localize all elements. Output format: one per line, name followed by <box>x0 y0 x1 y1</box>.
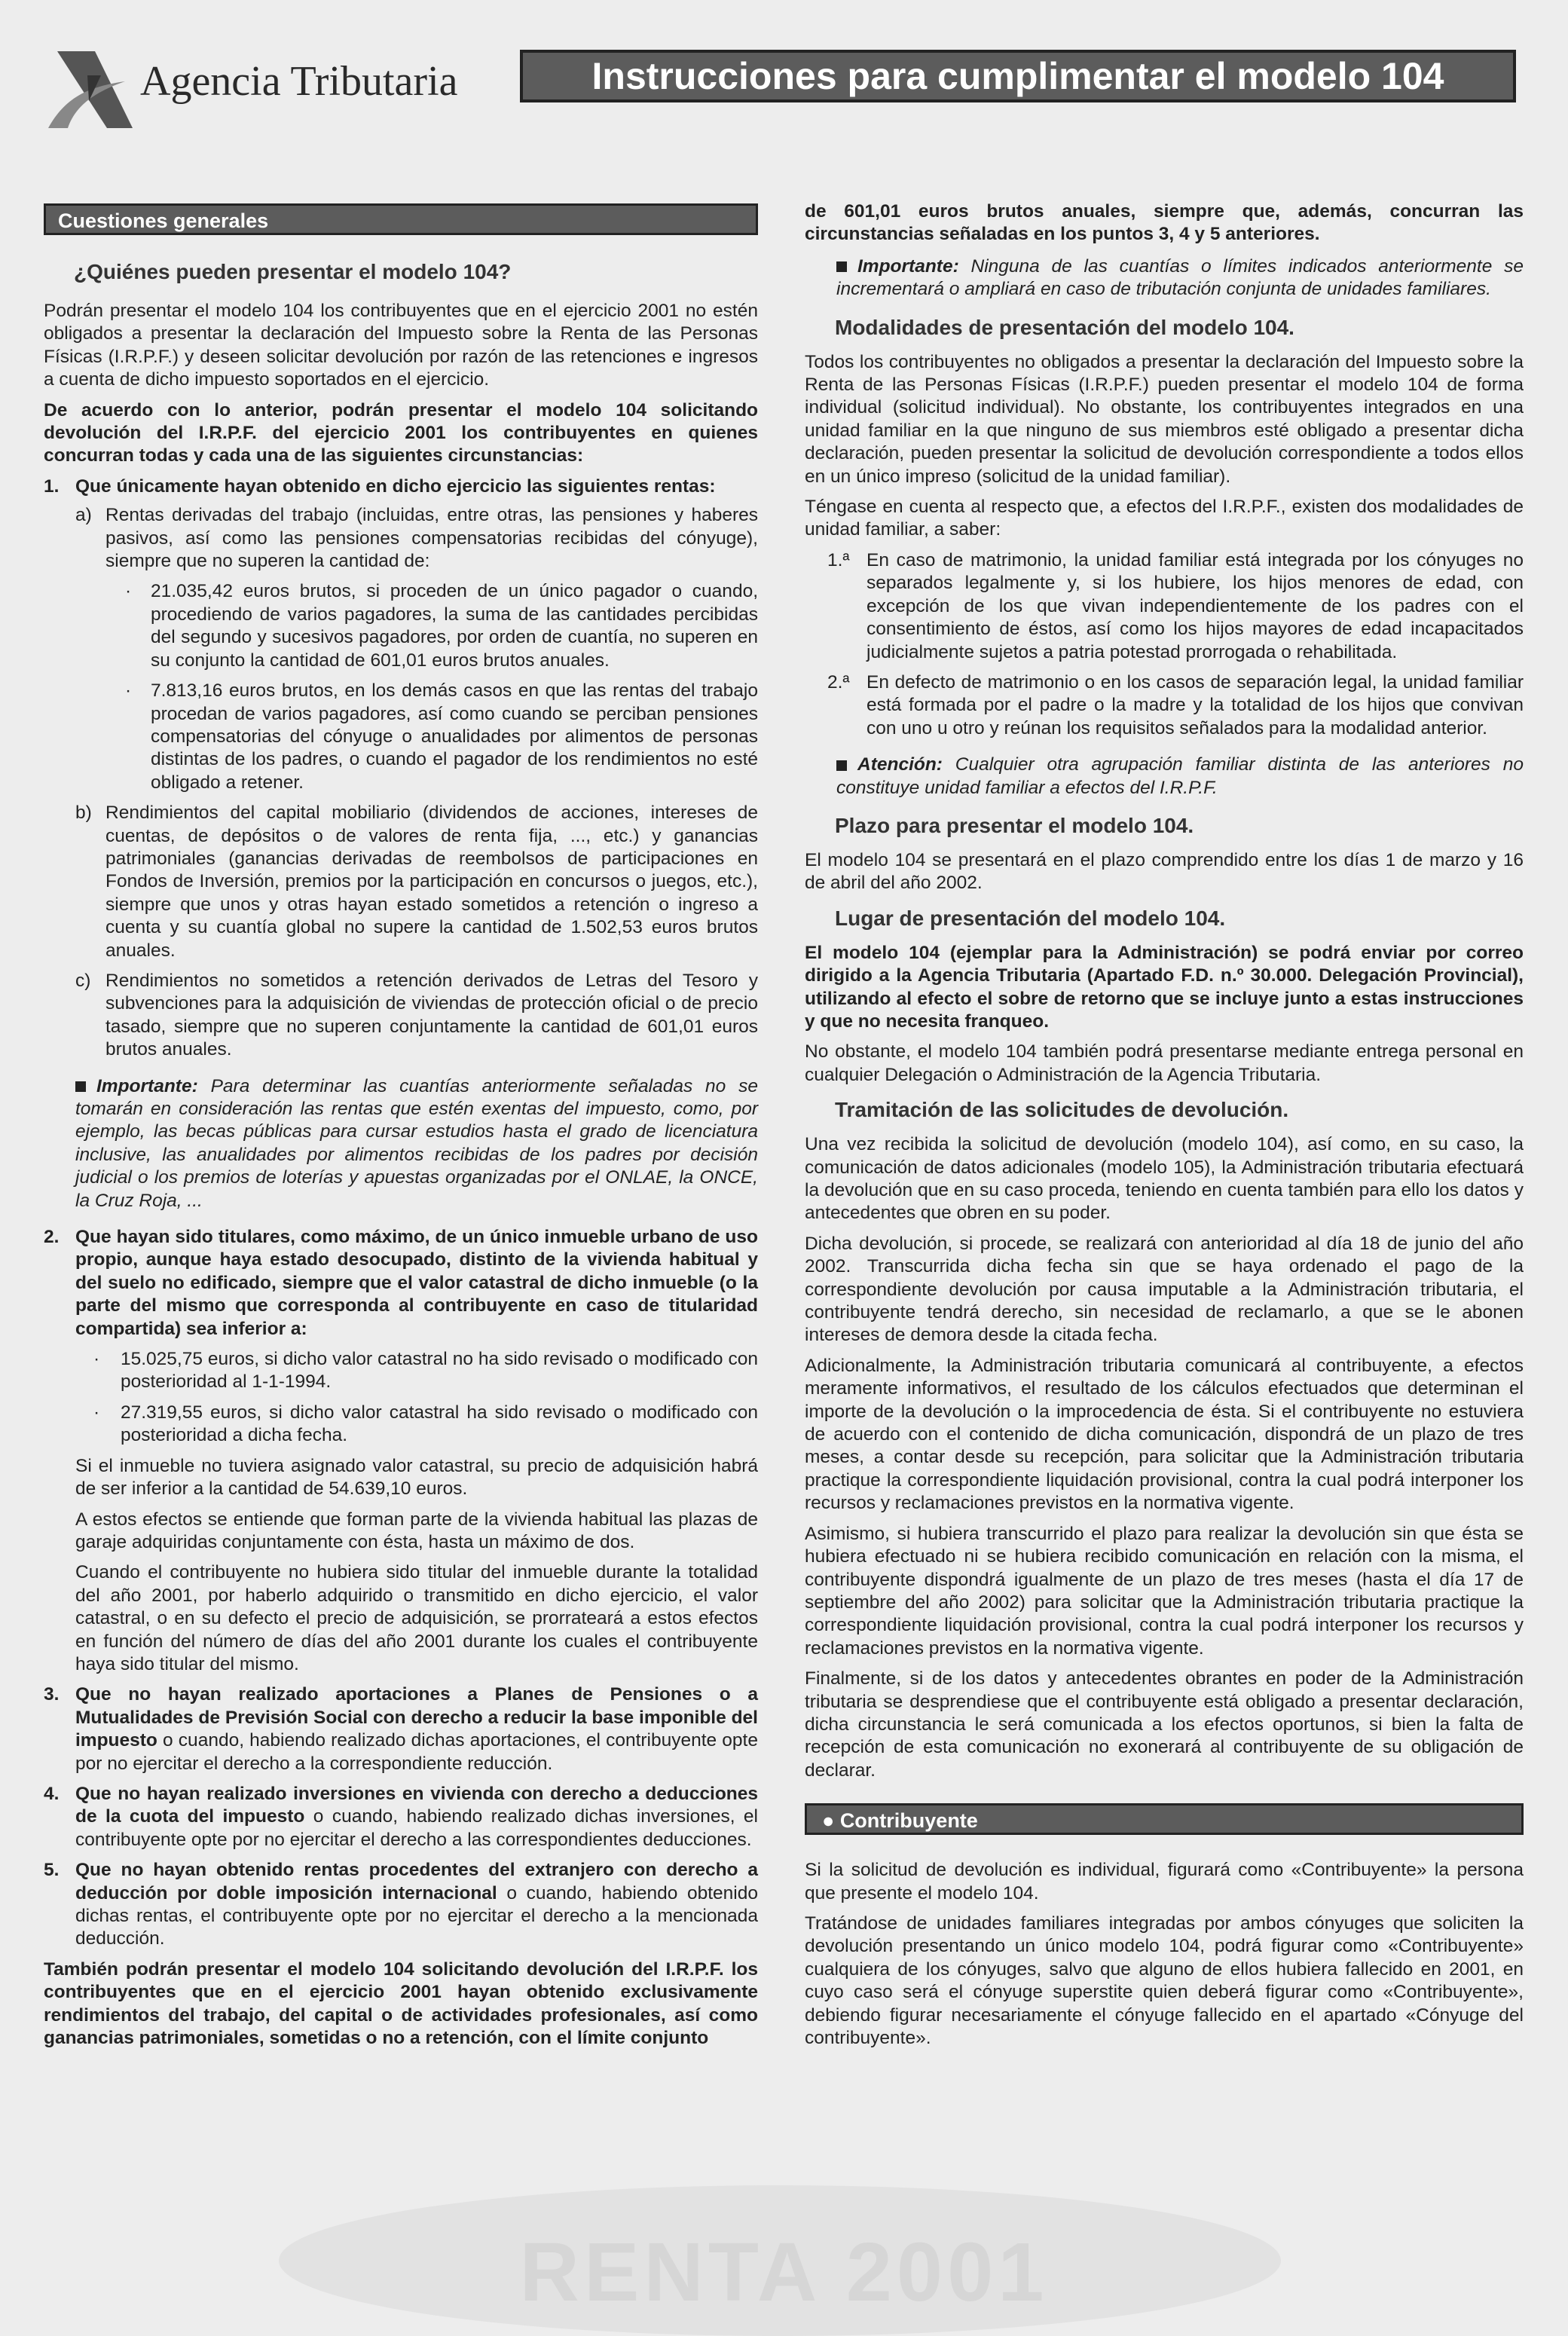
agency-logo <box>42 45 464 136</box>
square-bullet-icon <box>75 1081 86 1092</box>
condition-number: 4. <box>44 1783 60 1804</box>
tramitacion-paragraph-1: Una vez recibida la solicitud de devolución (modelo 104), así como, en su caso, la comunicación de datos adicionales (modelo 105), la Administración tributaria efectuará la devolución que en su caso proceda, teniendo en cuenta también para ello los datos y antecedentes que obren en su poder. <box>805 1134 1524 1224</box>
item-text: Rendimientos no sometidos a retención derivados de Letras del Tesoro y subvenciones para la adquisición de viviendas de protección oficial o de precio tasado, siempre que no superen conjuntamente la cantidad de 601,01 euros brutos anuales. <box>105 970 758 1060</box>
condition-4 <box>44 1783 758 1851</box>
agency-name: Agencia Tributaria <box>140 58 458 105</box>
closing-paragraph: También podrán presentar el modelo 104 solicitando devolución del I.R.P.F. los contribuyentes que en el ejercicio 2001 hayan obtenido exclusivamente rendimientos del trabajo, del capital o de actividades profesionales, así como ganancias patrimoniales, sometidas o no a retención, con el límite conjunto <box>44 1958 758 2049</box>
heading-modalidades: Modalidades de presentación del modelo 104. <box>835 315 1294 339</box>
tramitacion-paragraph-3: Adicionalmente, la Administración tributaria comunicará al contribuyente, a efectos meramente informativos, el resultado de los cálculos efectuados que determinan el importe de la devolución o la improcedencia de ésta. Si el contribuyente no estuviera de acuerdo con el contenido de dicha comunicación, dispondrá de un plazo de tres meses, a contar desde su recepción, para solicitar que la Administración tributaria practique la correspondiente liquidación provisional, contra la cual podrá interponer los recursos y reclamaciones previstos en la normativa vigente. <box>805 1355 1524 1514</box>
lugar-bold-paragraph: El modelo 104 (ejemplar para la Administración) se podrá enviar por correo dirigido a la Agencia Tributaria (Apartado F.D. n.º 30.000. Delegación Provincial), utilizando al efecto el sobre de retorno que se incluye junto a estas instrucciones y que no necesita franqueo. <box>805 942 1524 1032</box>
condition-text: o cuando, habiendo realizado dichas aportaciones, el contribuyente opte por no ejercitar el derecho a la correspondiente reducción. <box>75 1730 758 1774</box>
condition-text: Que hayan sido titulares, como máximo, de un único inmueble urbano de uso propio, aunque haya estado desocupado, distinto de la vivienda habitual y del suelo no edificado, siempre que el valor catastral de dicho inmueble (o la parte del mismo que corresponda al contribuyente en caso de titularidad compartida) sea inferior a: <box>75 1227 758 1339</box>
important-note <box>75 1075 758 1212</box>
heading-tramitacion: Tramitación de las solicitudes de devolución. <box>835 1098 1289 1122</box>
condition-1b <box>44 802 758 962</box>
conditions-intro: De acuerdo con lo anterior, podrán presentar el modelo 104 solicitando devolución del I.R.P.F. del ejercicio 2001 los contribuyentes en quienes concurran todas y cada una de las siguientes circunstancias: <box>44 399 758 466</box>
item-text: Rentas derivadas del trabajo (incluidas, entre otras, las pensiones y haberes pasivos, así como las pensiones compensatorias recibidas del cónyuge), siempre que no superen la cantidad de: <box>105 505 758 572</box>
lugar-paragraph: No obstante, el modelo 104 también podrá presentarse mediante entrega personal en cualquier Delegación o Administración de la Agencia Tributaria. <box>805 1041 1524 1085</box>
dash-text: 21.035,42 euros brutos, si proceden de un único pagador o cuando, procediendo de varios pagadores, la suma de las cantidades percibidas del segundo y sucesivos pagadores, por orden de cuantía, no superen en su conjunto la cantidad de 601,01 euros brutos anuales. <box>151 581 758 671</box>
ordinal-marker: 1.ª <box>827 549 850 570</box>
condition-2-dash-1 <box>44 1348 758 1394</box>
condition-bold-text: Que no hayan realizado inversiones en vivienda con derecho a deducciones de la cuota del impuesto <box>75 1783 758 1827</box>
document-title: Instrucciones para cumplimentar el modelo 104 <box>520 50 1516 102</box>
condition-1a-dash-1 <box>44 580 758 672</box>
condition-bold-text: Que no hayan obtenido rentas procedentes del extranjero con derecho a deducción por doble imposición internacional <box>75 1860 758 1903</box>
heading-lugar: Lugar de presentación del modelo 104. <box>835 906 1226 930</box>
item-text: Rendimientos del capital mobiliario (dividendos de acciones, intereses de cuentas, de depósitos o de valores de renta fija, ..., etc.) y ganancias patrimoniales (ganancias derivadas de reembolsos de participaciones en Fondos de Inversión, premios por la participación en concursos o juegos, etc.), siempre que unos y otras hayan estado sometidos a retención o ingreso a cuenta y su cuantía global no supere la cantidad de 1.502,53 euros brutos anuales. <box>105 803 758 961</box>
condition-number: 2. <box>44 1227 60 1248</box>
item-letter: b) <box>75 803 92 824</box>
square-bullet-icon <box>836 760 847 771</box>
continued-paragraph: de 601,01 euros brutos anuales, siempre que, además, concurran las circunstancias señaladas en los puntos 3, 4 y 5 anteriores. <box>805 201 1524 245</box>
tramitacion-paragraph-5: Finalmente, si de los datos y antecedentes obrantes en poder de la Administración tributaria se desprendiese que el contribuyente está obligado a presentar declaración, dicha circunstancia le será comunicada a los efectos oportunos, si bien la falta de recepción de esta comunicación no exonerará al contribuyente de su obligación de declarar. <box>805 1668 1524 1781</box>
left-column <box>44 203 758 2057</box>
section-title-general: Cuestiones generales <box>44 203 758 235</box>
condition-text: o cuando, habiendo realizado dichas inversiones, el contribuyente opte por no ejercitar el derecho a las correspondientes deducciones. <box>75 1806 759 1850</box>
ordinal-marker: 2.ª <box>827 671 850 693</box>
condition-2 <box>44 1226 758 1341</box>
condition-5 <box>44 1859 758 1951</box>
agency-logo-icon <box>42 45 140 136</box>
question-heading: ¿Quiénes pueden presentar el modelo 104? <box>74 260 512 283</box>
condition-3 <box>44 1683 758 1775</box>
watermark-text: RENTA 2001 <box>519 2226 1049 2319</box>
modality-text: En defecto de matrimonio o en los casos de separación legal, la unidad familiar está formada por el padre o la madre y la totalidad de los hijos que convivan con uno u otro y reúnan los requisitos señalados para la modalidad anterior. <box>867 671 1524 738</box>
contribuyente-paragraph-2: Tratándose de unidades familiares integradas por ambos cónyuges que soliciten la devolución presentando un único modelo 104, podrá figurar como «Contribuyente» cualquiera de los cónyuges, salvo que alguno de ellos hubiera fallecido en 2001, en cuyo caso será el cónyuge superstite quien deberá figurar como «Contribuyente», debiendo figurar necesariamente el cónyuge fallecido en el apartado «Cónyuge del contribuyente». <box>805 1913 1524 2048</box>
note-text: Ninguna de las cuantías o límites indicados anteriormente se incrementará o ampliará en caso de tributación conjunta de unidades familiares. <box>836 255 1524 300</box>
dash-text: 15.025,75 euros, si dicho valor catastral no ha sido revisado o modificado con posterioridad al 1-1-1994. <box>121 1349 758 1393</box>
modality-2 <box>805 671 1524 740</box>
condition-2-dash-2 <box>44 1402 758 1448</box>
item-letter: a) <box>75 505 92 526</box>
tramitacion-paragraph-4: Asimismo, si hubiera transcurrido el plazo para realizar la devolución sin que ésta se hubiera efectuado ni se hubiera recibido comunicación en relación con la misma, el contribuyente dispondrá igualmente de un plazo de tres meses (hasta el día 17 de septiembre del año 2002) para solicitar que la Administración tributaria practique la correspondiente liquidación provisional, contra la cual podrá interponer los recursos y reclamaciones previstos en la normativa vigente. <box>805 1523 1524 1659</box>
dash-marker: · <box>93 1402 100 1423</box>
plazo-paragraph: El modelo 104 se presentará en el plazo comprendido entre los días 1 de marzo y 16 de abril del año 2002. <box>805 849 1524 894</box>
attention-note <box>836 754 1524 800</box>
section-title-text: Contribuyente <box>839 1809 978 1833</box>
condition-2-paragraph-1: Si el inmueble no tuviera asignado valor catastral, su precio de adquisición habrá de ser inferior a la cantidad de 54.639,10 euros. <box>75 1455 758 1500</box>
contribuyente-paragraph-1: Si la solicitud de devolución es individual, figurará como «Contribuyente» la persona que presente el modelo 104. <box>805 1860 1524 1903</box>
intro-paragraph: Podrán presentar el modelo 104 los contribuyentes que en el ejercicio 2001 no estén obligados a presentar la declaración del Impuesto sobre la Renta de las Personas Físicas (I.R.P.F.) y deseen solicitar devolución por razón de las retenciones e ingresos a cuenta de dicho impuesto soportados en el ejercicio. <box>44 301 758 390</box>
dash-text: 27.319,55 euros, si dicho valor catastral ha sido revisado o modificado con posterioridad a dicha fecha. <box>121 1402 758 1446</box>
modalidades-paragraph-2: Téngase en cuenta al respecto que, a efectos del I.R.P.F., existen dos modalidades de unidad familiar, a saber: <box>805 497 1524 540</box>
item-letter: c) <box>75 970 91 991</box>
condition-1c <box>44 970 758 1062</box>
condition-2-paragraph-3: Cuando el contribuyente no hubiera sido titular del inmueble durante la totalidad del año 2001, por haberlo adquirido o transmitido en dicho ejercicio, el valor catastral, o en su defecto el precio de adquisición, se prorrateará a estos efectos en función del número de días del año 2001 durante los cuales el contribuyente haya sido titular del mismo. <box>75 1562 758 1674</box>
condition-2-paragraph-2: A estos efectos se entiende que forman parte de la vivienda habitual las plazas de garaje adquiridas conjuntamente con ésta, hasta un máximo de dos. <box>75 1509 758 1552</box>
bullet-icon: ● <box>822 1809 840 1833</box>
right-column <box>805 200 1524 2057</box>
tramitacion-paragraph-2: Dicha devolución, si procede, se realizará con anterioridad al día 18 de junio del año 2002. Transcurrida dicha fecha sin que se haya ordenado el pago de la correspondiente devolución por causa imputable a la Administración tributaria, el contribuyente tendrá derecho, sin necesidad de reclamarlo, a que se le abonen intereses de demora desde la citada fecha. <box>805 1233 1524 1346</box>
dash-text: 7.813,16 euros brutos, en los demás casos en que las rentas del trabajo procedan de varios pagadores, así como cuando se perciban pensiones compensatorias del cónyuge o anualidades por alimentos de personas distintas de los padres, o cuando el pagador de los rendimientos no esté obligado a retener. <box>151 680 758 793</box>
condition-bold-text: Que no hayan realizado aportaciones a Planes de Pensiones o a Mutualidades de Previsión Social con derecho a reducir la base imponible del impuesto <box>75 1684 758 1751</box>
condition-text: Que únicamente hayan obtenido en dicho ejercicio las siguientes rentas: <box>75 475 716 497</box>
condition-1a <box>44 504 758 573</box>
note-label: Importante: <box>857 255 959 277</box>
condition-number: 3. <box>44 1684 60 1705</box>
condition-1 <box>44 475 758 498</box>
modalidades-paragraph-1: Todos los contribuyentes no obligados a presentar la declaración del Impuesto sobre la Renta de las Personas Físicas (I.R.P.F.) pueden presentar el modelo 104 de forma individual (solicitud individual). No obstante, los contribuyentes integrados en una unidad familiar en la que ninguno de sus miembros esté obligado a presentar dicha declaración, pueden presentar la solicitud de devolución correspondiente a todos ellos en un único impreso (solicitud de la unidad familiar). <box>805 351 1524 487</box>
condition-text: o cuando, habiendo obtenido dichas rentas, el contribuyente opte por no ejercitar el derecho a la mencionada deducción. <box>75 1882 758 1949</box>
condition-1a-dash-2 <box>44 680 758 794</box>
modality-1 <box>805 549 1524 664</box>
condition-number: 5. <box>44 1860 60 1881</box>
modality-text: En caso de matrimonio, la unidad familiar está integrada por los cónyuges no separados legalmente y, si los hubiere, los hijos menores de edad, con excepción de los que vivan independientemente de los padres con el consentimiento de éstos, así como los hijos mayores de edad incapacitados judicialmente sujetos a patria potestad prorrogada o rehabilitada. <box>867 549 1524 662</box>
note-text: Para determinar las cuantías anteriormente señaladas no se tomarán en consideración las rentas que estén exentas del impuesto, como, por ejemplo, las becas públicas para cursar estudios hasta el grado de licenciatura inclusive, las anualidades por alimentos recibidas de los padres por decisión judicial o los premios de loterías y apuestas organizadas por el ONLAE, la ONCE, la Cruz Roja, ... <box>75 1075 758 1211</box>
heading-plazo: Plazo para presentar el modelo 104. <box>835 813 1194 837</box>
square-bullet-icon <box>836 261 847 272</box>
dash-marker: · <box>93 1349 100 1370</box>
note-text: Cualquier otra agrupación familiar distinta de las anteriores no constituye unidad familiar a efectos del I.R.P.F. <box>836 754 1524 798</box>
dash-marker: · <box>125 581 132 602</box>
dash-marker: · <box>125 680 132 702</box>
section-title-contribuyente <box>805 1803 1524 1835</box>
important-note-2 <box>836 255 1524 301</box>
note-label: Importante: <box>96 1075 198 1096</box>
condition-number: 1. <box>44 475 60 497</box>
note-label: Atención: <box>857 754 943 775</box>
